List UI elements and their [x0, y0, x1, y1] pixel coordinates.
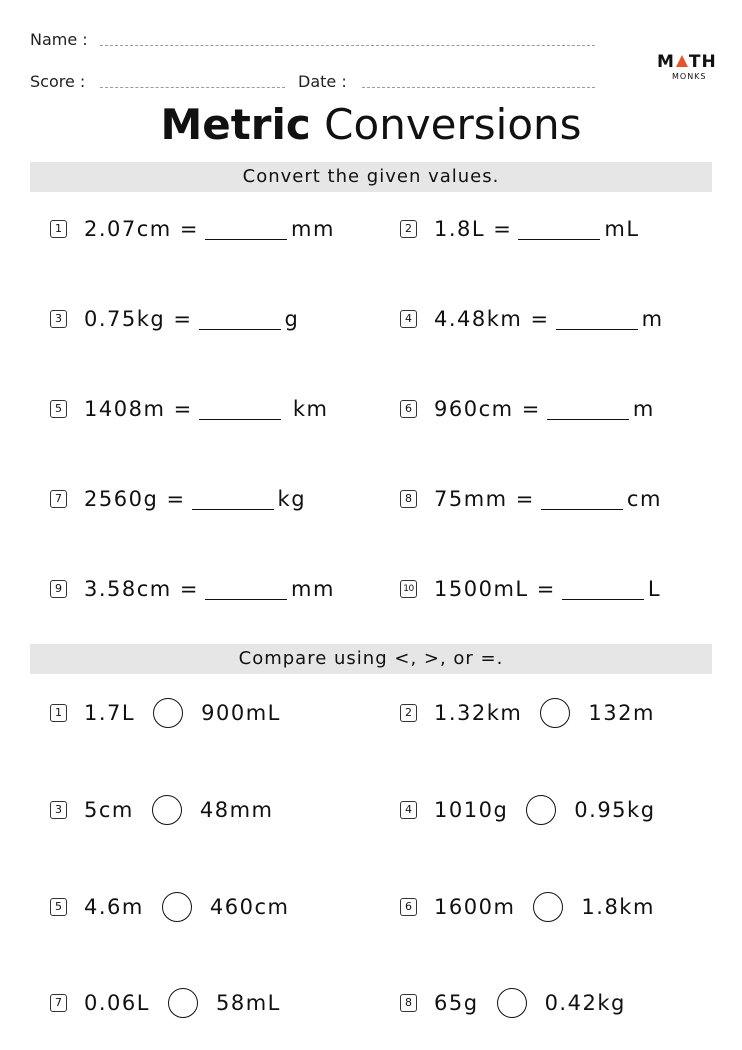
conversion-unit: mm [291, 577, 335, 601]
title-rest: Conversions [310, 100, 582, 149]
problem-number: 4 [400, 310, 417, 328]
compare-left-value: 1.7L [84, 701, 136, 725]
compare-left-value: 1600m [434, 895, 516, 919]
compare-answer-circle[interactable] [526, 795, 556, 825]
compare-left-value: 65g [434, 991, 479, 1015]
logo-subtext: MONKS [672, 72, 707, 81]
compare-left-value: 5cm [84, 798, 134, 822]
problem-number: 3 [50, 801, 67, 819]
conversion-item [50, 302, 299, 336]
triangle-icon [676, 55, 688, 67]
problem-number: 1 [50, 704, 67, 722]
compare-right-value: 58mL [215, 991, 281, 1015]
conversion-unit: kg [277, 487, 307, 511]
comparison-item [50, 986, 281, 1020]
page-title [0, 98, 742, 152]
answer-blank[interactable] [199, 399, 281, 420]
score-label: Score : [30, 72, 86, 91]
conversion-given: 2.07cm = [84, 217, 200, 241]
comparison-item [400, 986, 626, 1020]
conversion-item [400, 212, 640, 246]
conversion-unit: g [284, 307, 300, 331]
problem-number: 7 [50, 994, 67, 1012]
problem-number: 8 [400, 490, 417, 508]
compare-left-value: 1.32km [434, 701, 523, 725]
compare-answer-circle[interactable] [540, 698, 570, 728]
comparison-item [400, 696, 655, 730]
problem-number: 4 [400, 801, 417, 819]
compare-answer-circle[interactable] [168, 988, 198, 1018]
compare-answer-circle[interactable] [152, 795, 182, 825]
answer-blank[interactable] [205, 579, 287, 600]
conversion-given: 1408m = [84, 397, 193, 421]
conversion-unit: m [641, 307, 664, 331]
conversion-item [400, 482, 662, 516]
name-field[interactable] [100, 45, 595, 46]
conversion-item [400, 392, 655, 426]
compare-right-value: 0.42kg [544, 991, 626, 1015]
compare-answer-circle[interactable] [533, 892, 563, 922]
problem-number: 8 [400, 994, 417, 1012]
problem-number: 2 [400, 704, 417, 722]
comparison-item [400, 890, 655, 924]
conversion-item [400, 572, 661, 606]
conversion-item [50, 482, 306, 516]
conversion-item [50, 392, 328, 426]
conversion-item [50, 572, 335, 606]
section1-instruction: Convert the given values. [30, 162, 712, 192]
compare-left-value: 0.06L [84, 991, 150, 1015]
name-label: Name : [30, 30, 88, 49]
math-monks-logo [657, 52, 717, 72]
conversion-given: 960cm = [434, 397, 541, 421]
problem-number: 5 [50, 400, 67, 418]
conversion-given: 1.8L = [434, 217, 513, 241]
date-label: Date : [298, 72, 347, 91]
conversion-given: 75mm = [434, 487, 535, 511]
conversion-unit: m [632, 397, 655, 421]
logo-letters-th: TH [688, 52, 717, 72]
comparison-item [50, 696, 281, 730]
problem-number: 6 [400, 400, 417, 418]
compare-answer-circle[interactable] [497, 988, 527, 1018]
answer-blank[interactable] [205, 219, 287, 240]
problem-number: 5 [50, 898, 67, 916]
title-bold: Metric [160, 100, 311, 149]
problem-number: 9 [50, 580, 67, 598]
answer-blank[interactable] [547, 399, 629, 420]
compare-right-value: 48mm [199, 798, 274, 822]
compare-left-value: 1010g [434, 798, 509, 822]
compare-right-value: 132m [588, 701, 655, 725]
comparison-item [400, 793, 656, 827]
conversion-unit: mm [291, 217, 335, 241]
compare-right-value: 0.95kg [574, 798, 656, 822]
problem-number: 1 [50, 220, 67, 238]
conversion-given: 4.48km = [434, 307, 550, 331]
comparison-item [50, 793, 274, 827]
date-field[interactable] [362, 87, 595, 88]
conversion-given: 3.58cm = [84, 577, 200, 601]
problem-number: 3 [50, 310, 67, 328]
compare-answer-circle[interactable] [162, 892, 192, 922]
conversion-given: 2560g = [84, 487, 186, 511]
score-field[interactable] [100, 87, 285, 88]
answer-blank[interactable] [541, 489, 623, 510]
answer-blank[interactable] [518, 219, 600, 240]
problem-number: 7 [50, 490, 67, 508]
conversion-given: 0.75kg = [84, 307, 193, 331]
compare-right-value: 900mL [201, 701, 281, 725]
conversion-given: 1500mL = [434, 577, 556, 601]
compare-right-value: 1.8km [581, 895, 655, 919]
conversion-unit: cm [626, 487, 662, 511]
logo-letter-m: M [657, 52, 675, 72]
problem-number: 6 [400, 898, 417, 916]
answer-blank[interactable] [192, 489, 274, 510]
conversion-item [50, 212, 335, 246]
compare-left-value: 4.6m [84, 895, 144, 919]
answer-blank[interactable] [556, 309, 638, 330]
section2-instruction: Compare using <, >, or =. [30, 644, 712, 674]
conversion-item [400, 302, 664, 336]
compare-right-value: 460cm [209, 895, 290, 919]
answer-blank[interactable] [562, 579, 644, 600]
conversion-unit: L [647, 577, 662, 601]
problem-number: 10 [400, 580, 417, 598]
problem-number: 2 [400, 220, 417, 238]
compare-answer-circle[interactable] [153, 698, 183, 728]
conversion-unit: km [284, 397, 329, 421]
answer-blank[interactable] [199, 309, 281, 330]
conversion-unit: mL [604, 217, 640, 241]
comparison-item [50, 890, 289, 924]
